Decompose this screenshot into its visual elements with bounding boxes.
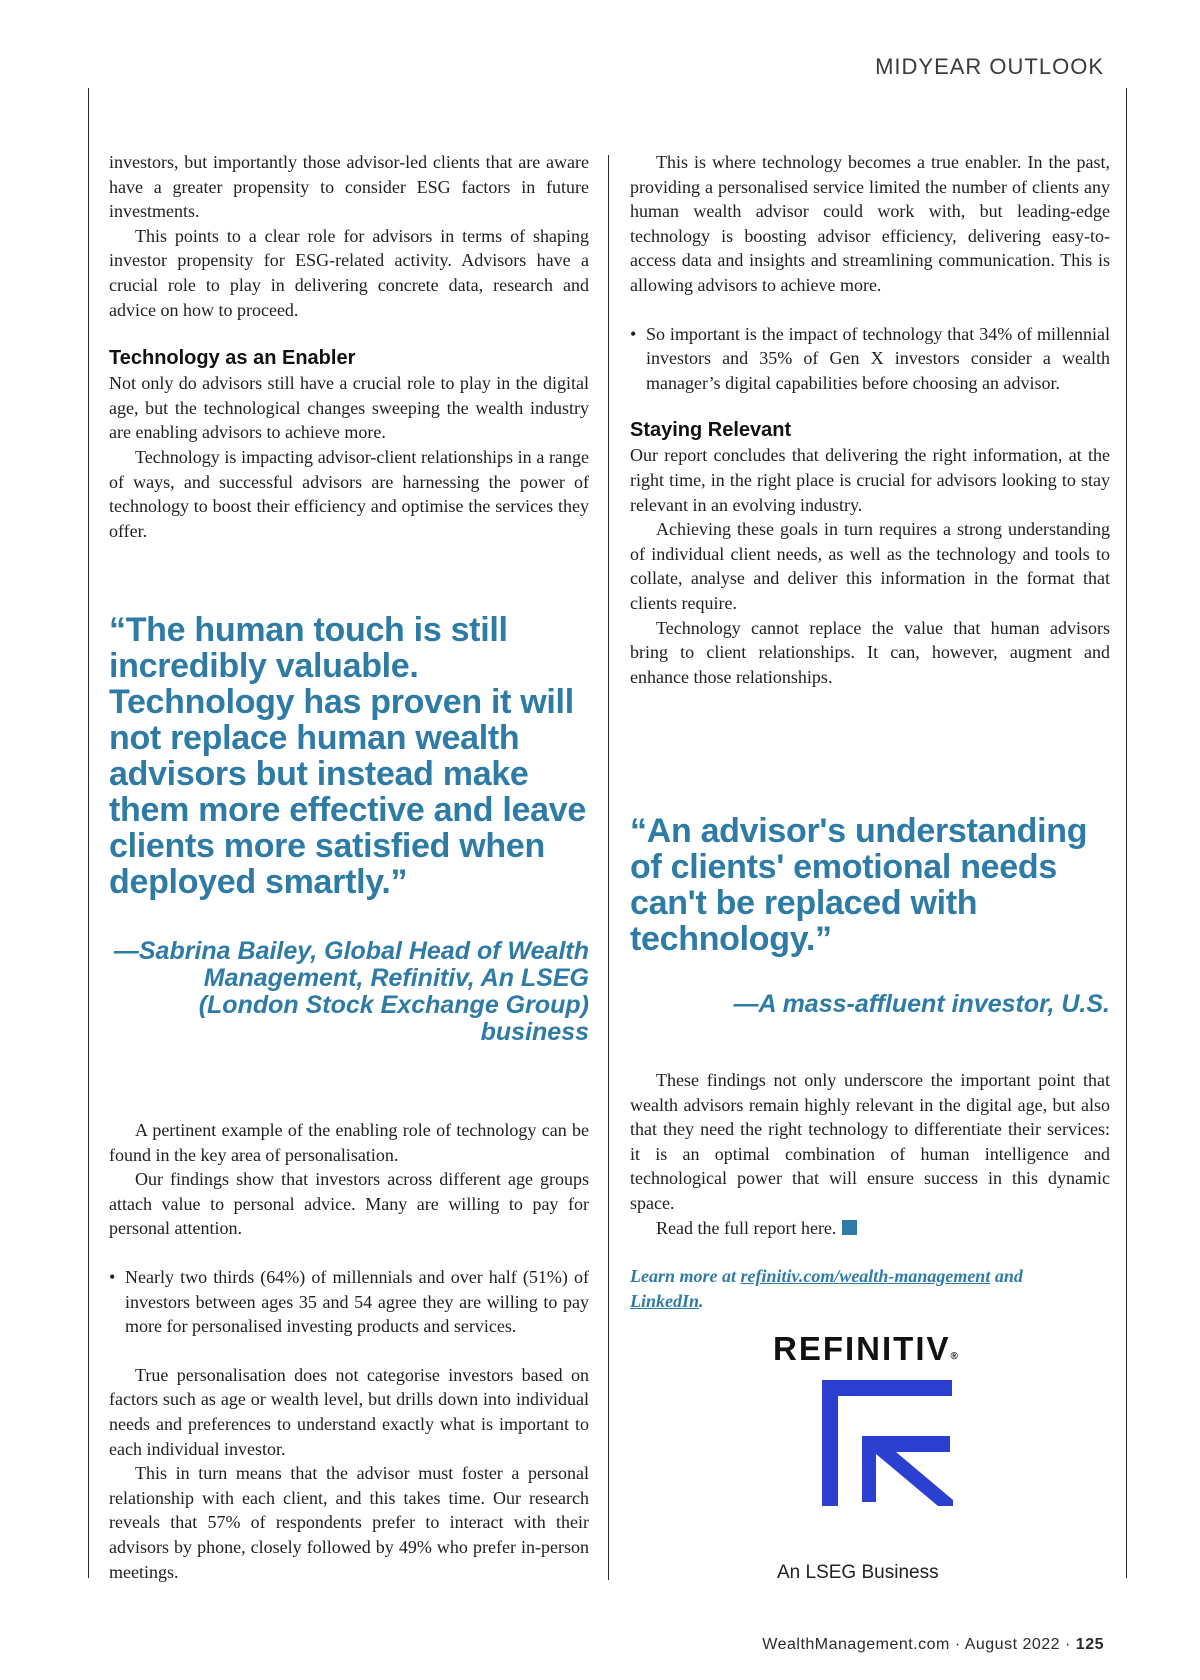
- paragraph: Achieving these goals in turn requires a strong understanding of individual client needs, as well as the technology and tools to collate, analyse and deliver this information in the format that clients require.: [630, 519, 1110, 613]
- paragraph: [630, 1216, 1110, 1241]
- learn-more-suffix: .: [699, 1290, 704, 1311]
- bullet-item: [630, 322, 1110, 396]
- paragraph: This is where technology becomes a true enabler. In the past, providing a personalised service limited the number of clients any human wealth advisor could work with, but leading-edge technology is boosting advisor efficiency, delivering easy-to-access data and insights and streamlining communication. This is allowing advisors to achieve more.: [630, 152, 1110, 295]
- refinitiv-ad[interactable]: [740, 1330, 980, 1590]
- refinitiv-link[interactable]: refinitiv.com/wealth-management: [740, 1266, 991, 1287]
- paragraph: These findings not only underscore the important point that wealth advisors remain highly relevant in the digital age, but also that they need the right technology to differentiate their services: it is an optimal combination of human intelligence and technological power that will ensure success in this dynamic space.: [630, 1070, 1110, 1213]
- page-number: 125: [1075, 1636, 1104, 1653]
- bullet-text: So important is the impact of technology that 34% of millennial investors and 35% of Gen X investors consider a wealth manager’s digital capabilities before choosing an advisor.: [646, 323, 1110, 393]
- paragraph: Our findings show that investors across different age groups attach value to personal advice. Many are willing to pay for personal attention.: [109, 1169, 589, 1239]
- right-column: [630, 150, 1110, 689]
- right-column-lower: [630, 1068, 1110, 1313]
- footer-separator: ·: [1065, 1636, 1071, 1653]
- section-label: MIDYEAR OUTLOOK: [875, 54, 1104, 79]
- footer-site: WealthManagement.com: [762, 1636, 950, 1653]
- paragraph: Technology cannot replace the value that human advisors bring to client relationships. It can, however, augment and enhance those relationships.: [630, 617, 1110, 687]
- brand-wordmark: [773, 1330, 1013, 1368]
- right-column-rule: [1126, 88, 1127, 1578]
- footer-separator: ·: [954, 1636, 961, 1653]
- pull-quote-text: “The human touch is still incredibly valuable. Technology has proven it will not replace human wealth advisors but instead make them more effective and leave clients more satisfied when deployed smartly.”: [109, 611, 586, 901]
- paragraph: This points to a clear role for advisors in terms of shaping investor propensity for ESG-related activity. Advisors have a crucial role to play in delivering concrete data, research and advice on how to proceed.: [109, 225, 589, 320]
- paragraph: Not only do advisors still have a crucial role to play in the digital age, but the technological changes sweeping the wealth industry are enabling advisors to achieve more.: [109, 373, 589, 443]
- read-report-text: Read the full report here.: [656, 1217, 837, 1238]
- bullet-item: [109, 1265, 589, 1339]
- bullet-text: Nearly two thirds (64%) of millennials and over half (51%) of investors between ages 35 and 54 agree they are willing to pay more for personalised investing products and services.: [125, 1266, 589, 1337]
- paragraph: Our report concludes that delivering the right information, at the right time, in the right place is crucial for advisors looking to stay relevant in an evolving industry.: [630, 445, 1110, 515]
- page-footer: [762, 1636, 1104, 1654]
- section-heading: Technology as an Enabler: [109, 347, 356, 370]
- registered-mark: ®: [950, 1351, 960, 1362]
- bullet-dot: •: [630, 323, 637, 344]
- paragraph: This in turn means that the advisor must foster a personal relationship with each client, and this takes time. Our research reveals that 57% of respondents prefer to interact with their advisors by phone, closely followed by 49% who prefer in-person meetings.: [109, 1463, 589, 1582]
- linkedin-link[interactable]: LinkedIn: [630, 1290, 700, 1311]
- bullet-dot: •: [109, 1266, 116, 1287]
- refinitiv-logo-icon: [822, 1380, 962, 1510]
- paragraph: True personalisation does not categorise investors based on factors such as age or wealth level, but drills down into individual needs and preferences to understand exactly what is important to each individual investor.: [109, 1364, 589, 1459]
- paragraph: A pertinent example of the enabling role of technology can be found in the key area of personalisation.: [109, 1120, 589, 1165]
- pull-quote-text: “An advisor's understanding of clients' emotional needs can't be replaced with technology.”: [630, 812, 1088, 958]
- learn-more: [630, 1264, 1110, 1313]
- left-column-rule: [88, 88, 89, 1578]
- section-heading: Staying Relevant: [630, 419, 792, 442]
- end-mark-icon: [842, 1220, 857, 1235]
- learn-more-prefix: Learn more at: [630, 1266, 741, 1287]
- pull-quote-left: [109, 612, 589, 1046]
- pull-quote-attribution: —Sabrina Bailey, Global Head of Wealth Management, Refinitiv, An LSEG (London Stock Exchange Group) business: [113, 937, 589, 1046]
- center-column-rule: [608, 155, 609, 1580]
- pull-quote-right: [630, 813, 1110, 1018]
- brand-name: REFINITIV: [773, 1330, 951, 1367]
- footer-date: August 2022: [964, 1636, 1061, 1653]
- logo-arrow: [862, 1436, 953, 1506]
- left-column-lower: [109, 1118, 589, 1584]
- learn-more-mid: and: [990, 1266, 1023, 1287]
- left-column: [109, 150, 589, 543]
- paragraph: investors, but importantly those advisor-led clients that are aware have a greater propensity to consider ESG factors in future investments.: [109, 152, 589, 222]
- pull-quote-attribution: —A mass-affluent investor, U.S.: [733, 990, 1110, 1018]
- brand-tagline: An LSEG Business: [777, 1562, 939, 1583]
- paragraph: Technology is impacting advisor-client relationships in a range of ways, and successful advisors are harnessing the power of technology to boost their efficiency and optimise the services they offer.: [109, 446, 589, 541]
